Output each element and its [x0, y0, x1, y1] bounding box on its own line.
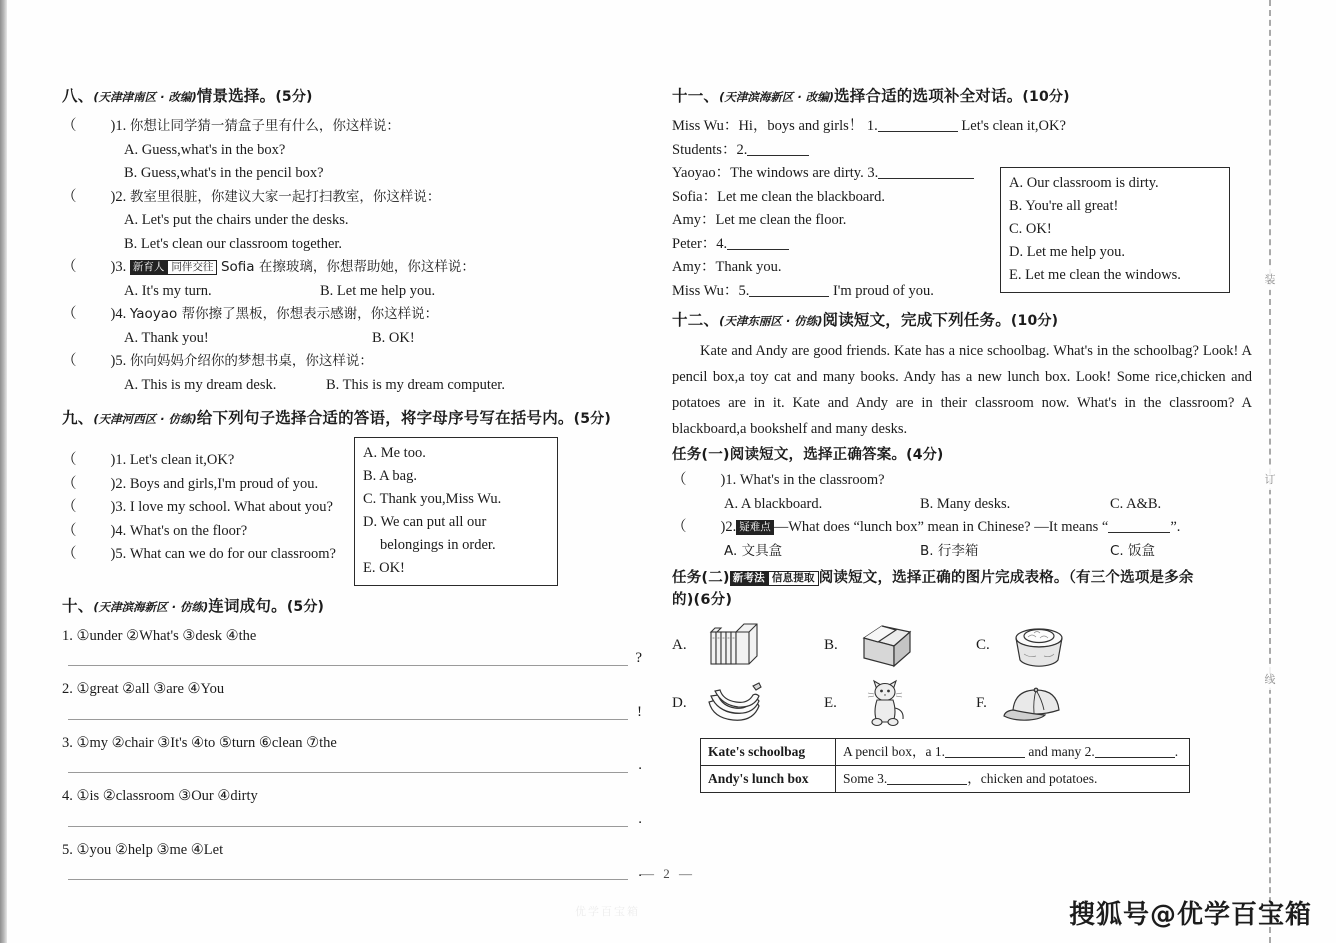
section-10-points: (5分)	[286, 598, 325, 615]
table-row	[701, 765, 1190, 792]
rice-bowl-icon	[1000, 620, 1078, 672]
left-column	[62, 86, 642, 892]
reorder-words: 4. ①is ②classroom ③Our ④dirty	[62, 788, 258, 805]
books-icon	[697, 620, 775, 672]
section-11-body	[672, 115, 1252, 303]
q-number: )1.	[110, 118, 127, 135]
table-blank-1[interactable]	[945, 743, 1025, 758]
line-pre: Let me clean the floor.	[715, 212, 847, 229]
fold-char-1: 装	[1258, 268, 1282, 290]
line-pre: The windows are dirty. 3.	[730, 165, 879, 182]
q-number: )5.	[110, 353, 127, 370]
right-column	[672, 86, 1252, 793]
reorder-words: 1. ①under ②What's ③desk ④the	[62, 627, 257, 644]
picture-option-e[interactable]: E.	[824, 676, 976, 732]
q-option-a: A. Thank you!	[124, 329, 209, 346]
section-11-number: 十一、	[672, 87, 720, 105]
section-9-points: (5分)	[573, 411, 611, 427]
answer-line[interactable]: .	[62, 755, 642, 785]
speaker: Peter：	[672, 235, 717, 252]
question-item[interactable]: （ )1. 你想让同学猜一猜盒子里有什么，你这样说：	[62, 118, 400, 135]
answer-line[interactable]: ?	[62, 648, 642, 678]
task-2-label: 任务(二) 新考法 信息提取 阅读短文，选择正确的图片完成表格。（有三个选项是多余 的)(6分)	[672, 570, 1194, 608]
q-stem: What's in the classroom?	[739, 472, 885, 489]
option-d[interactable]: D. We can put all our	[362, 513, 487, 530]
match-question[interactable]: （ )1. Let's clean it,OK?	[62, 452, 235, 469]
speaker: Miss Wu：	[672, 282, 739, 299]
picture-option-a[interactable]: A.	[672, 618, 824, 674]
q-stem: Yaoyao 帮你擦了黑板，你想表示感谢，你这样说：	[129, 306, 439, 323]
line-pre: Let me clean the blackboard.	[717, 188, 885, 205]
scan-left-edge	[0, 0, 7, 943]
section-9-options-box	[354, 437, 558, 585]
section-11-points: (10分)	[1022, 89, 1070, 105]
blank-3[interactable]	[878, 164, 974, 180]
section-8-items	[62, 115, 642, 397]
tag-peer-interaction: 同伴交往	[167, 260, 217, 275]
q-number: )4.	[110, 306, 127, 323]
option-c: C. A&B.	[1110, 495, 1162, 512]
section-12-source: (天津东丽区 · 仿练)	[719, 314, 823, 329]
tag-new-education: 新育人	[130, 260, 168, 275]
option-d-cont: belongings in order.	[379, 536, 496, 553]
section-8-number: 八、	[62, 87, 94, 105]
blank-2[interactable]	[747, 140, 809, 156]
option-b: B. Many desks.	[920, 495, 1011, 512]
ghost-watermark: 优学百宝箱	[575, 905, 640, 918]
task-1-label: 任务(一)阅读短文，选择正确答案。(4分)	[672, 447, 944, 464]
section-10-title: 连词成句。	[208, 596, 287, 615]
site-watermark: 搜狐号@优学百宝箱	[1068, 900, 1312, 930]
line-pre: 5.	[738, 282, 750, 299]
q-number: )1.	[720, 472, 737, 489]
section-12-title: 阅读短文，完成下列任务。	[822, 311, 1011, 330]
tag-new-exam-method: 新考法	[730, 571, 768, 586]
blank-5[interactable]	[749, 281, 829, 297]
q-stem: —What does “lunch box” mean in Chinese? —It means “	[773, 519, 1109, 536]
q-option-a: A. It's my turn.	[124, 282, 212, 299]
section-9-body	[62, 437, 642, 585]
q-option-b[interactable]: B. Guess,what's in the pencil box?	[124, 165, 324, 182]
option-a: A. 文具盒	[724, 542, 783, 559]
speaker: Miss Wu：	[672, 118, 739, 135]
picture-row-2	[672, 676, 1232, 732]
section-8-heading	[62, 86, 642, 106]
section-12-number: 十二、	[672, 311, 720, 330]
section-8-title: 情景选择。	[196, 87, 276, 105]
question-item[interactable]: （ )2. 教室里很脏，你建议大家一起打扫教室，你这样说：	[62, 188, 441, 205]
task1-question-2[interactable]: （ )2. 疑难点 —What does “lunch box” mean in Chinese? —It means “ ”.	[672, 519, 1181, 536]
option-b[interactable]: B. A bag.	[362, 468, 417, 485]
option-c[interactable]: C. OK!	[1009, 221, 1052, 237]
section-11-options-box	[1000, 167, 1230, 293]
q-option-a[interactable]: A. Let's put the chairs under the desks.	[124, 212, 349, 229]
option-a[interactable]: A. Me too.	[362, 445, 426, 462]
speaker: Students：	[672, 141, 737, 158]
section-10-number: 十、	[62, 596, 94, 615]
line-pre: 4.	[716, 235, 728, 252]
q-stem: Sofia 在擦玻璃，你想帮助她，你这样说：	[220, 259, 475, 276]
answer-line[interactable]: .	[62, 809, 642, 839]
q-option-a: A. This is my dream desk.	[124, 376, 277, 393]
option-e[interactable]: E. OK!	[362, 559, 405, 576]
option-c: C. 饭盒	[1110, 542, 1156, 559]
reading-passage: Kate and Andy are good friends. Kate has a nice schoolbag. What's in the schoolbag? Look! A pencil box,a toy cat and many books. Andy has a new lunch box. Look! Some rice,chicken and potatoes are in it. Kate and Andy are in their classroom now. What's in the classroom? A blackboard,a bookshelf and many desks.	[672, 343, 1252, 437]
answer-line[interactable]: .	[62, 862, 642, 892]
q-option-b: B. Let me help you.	[320, 282, 436, 299]
blank-1[interactable]	[878, 117, 958, 133]
section-9-number: 九、	[62, 409, 94, 427]
row-header: Andy's lunch box	[701, 765, 836, 792]
row-content[interactable]: Some 3. ，chicken and potatoes.	[836, 765, 1190, 792]
task1-question-1[interactable]: （ )1. What's in the classroom?	[672, 472, 885, 489]
question-item[interactable]: （ )3. 新育人 同伴交往 Sofia 在擦玻璃，你想帮助她，你这样说：	[62, 259, 475, 276]
section-11-title: 选择合适的选项补全对话。	[834, 87, 1023, 105]
section-10-heading	[62, 596, 642, 616]
cap-icon	[997, 678, 1075, 730]
section-9-title: 给下列句子选择合适的答语，将字母序号写在括号内。	[196, 409, 574, 427]
question-item[interactable]: （ )5. 你向妈妈介绍你的梦想书桌，你这样说：	[62, 353, 373, 370]
task1-q1-options[interactable]	[672, 493, 1252, 516]
row-header: Kate's schoolbag	[701, 738, 836, 765]
picture-option-c[interactable]: C.	[976, 618, 1128, 674]
tag-difficult-point: 疑难点	[736, 520, 774, 535]
blank-meaning[interactable]	[1108, 518, 1170, 534]
page-number: — 2 —	[641, 866, 695, 881]
q-options-inline[interactable]	[62, 280, 642, 303]
picture-option-d[interactable]: D.	[672, 676, 824, 732]
q-stem: 你想让同学猜一猜盒子里有什么，你这样说：	[129, 118, 400, 135]
reorder-words: 5. ①you ②help ③me ④Let	[62, 841, 224, 858]
information-table	[700, 738, 1190, 794]
table-blank-3[interactable]	[887, 770, 967, 785]
reorder-words: 2. ①great ②all ③are ④You	[62, 681, 225, 698]
speaker: Amy：	[672, 212, 716, 229]
section-9-questions	[62, 437, 336, 566]
speaker: Yaoyao：	[672, 165, 731, 182]
line-pre: Hi，boys and girls！ 1.	[738, 118, 878, 135]
section-9-source: (天津河西区 · 仿练)	[93, 412, 197, 426]
row-content[interactable]: A pencil box，a 1. and many 2. .	[836, 738, 1190, 765]
q-stem: 你向妈妈介绍你的梦想书桌，你这样说：	[129, 353, 373, 370]
q-option-b[interactable]: B. Let's clean our classroom together.	[124, 235, 343, 252]
section-12-heading	[672, 310, 1252, 330]
box-icon	[848, 620, 926, 672]
task1-q2-options[interactable]	[672, 540, 1252, 563]
picture-option-f[interactable]: F.	[976, 676, 1128, 732]
line-post: Let's clean it,OK?	[961, 118, 1066, 135]
option-a: A. A blackboard.	[724, 495, 823, 512]
picture-option-b[interactable]: B.	[824, 618, 976, 674]
option-d[interactable]: D. Let me help you.	[1009, 243, 1125, 260]
table-blank-2[interactable]	[1095, 743, 1175, 758]
line-pre: 2.	[736, 141, 748, 158]
q-options-inline[interactable]	[62, 374, 642, 397]
q-number: )3.	[110, 259, 127, 276]
dialogue-line	[672, 115, 1252, 138]
blank-4[interactable]	[727, 234, 789, 250]
speaker: Amy：	[672, 259, 716, 276]
section-9-heading	[62, 408, 642, 428]
option-c[interactable]: C. Thank you,Miss Wu.	[362, 491, 502, 507]
bananas-icon	[697, 678, 775, 730]
option-b: B. 行李箱	[920, 542, 979, 559]
section-10-items	[62, 625, 642, 892]
reorder-words: 3. ①my ②chair ③It's ④to ⑤turn ⑥clean ⑦the	[62, 734, 337, 751]
section-8-points: (5分)	[275, 89, 313, 105]
dialogue-line	[672, 139, 1252, 162]
match-question[interactable]: （ )5. What can we do for our classroom?	[62, 546, 336, 563]
section-12-points: (10分)	[1010, 313, 1059, 330]
picture-row-1	[672, 618, 1232, 674]
section-8-source: (天津津南区 · 改编)	[93, 90, 197, 104]
q-option-b: B. OK!	[372, 329, 415, 346]
fold-char-3: 线	[1258, 668, 1282, 690]
answer-line[interactable]: !	[62, 702, 642, 732]
q-options-inline[interactable]	[62, 327, 642, 350]
toy-cat-icon	[847, 678, 925, 730]
match-question[interactable]: （ )2. Boys and girls,I'm proud of you.	[62, 475, 319, 492]
line-pre: Thank you.	[715, 259, 782, 276]
fold-char-2: 订	[1258, 468, 1282, 490]
q-number: )2.	[720, 519, 737, 536]
speaker: Sofia：	[672, 188, 718, 205]
table-row	[701, 738, 1190, 765]
section-11-source: (天津滨海新区 · 改编)	[719, 90, 834, 104]
picture-options	[672, 618, 1232, 732]
section-10-source: (天津滨海新区 · 仿练)	[93, 599, 209, 614]
match-question[interactable]: （ )4. What's on the floor?	[62, 522, 248, 539]
q-option-b: B. This is my dream computer.	[326, 376, 505, 393]
q-number: )2.	[110, 188, 127, 205]
question-item[interactable]: （ )4. Yaoyao 帮你擦了黑板，你想表示感谢，你这样说：	[62, 306, 439, 323]
option-e[interactable]: E. Let me clean the windows.	[1009, 266, 1181, 283]
option-a[interactable]: A. Our classroom is dirty.	[1009, 175, 1159, 192]
tag-info-extraction: 信息提取	[768, 571, 819, 586]
option-b[interactable]: B. You're all great!	[1009, 198, 1119, 215]
line-post: I'm proud of you.	[832, 282, 934, 299]
match-question[interactable]: （ )3. I love my school. What about you?	[62, 499, 333, 516]
q-stem: 教室里很脏，你建议大家一起打扫教室，你这样说：	[129, 188, 441, 205]
section-11-heading	[672, 86, 1252, 106]
q-option-a[interactable]: A. Guess,what's in the box?	[124, 141, 286, 158]
